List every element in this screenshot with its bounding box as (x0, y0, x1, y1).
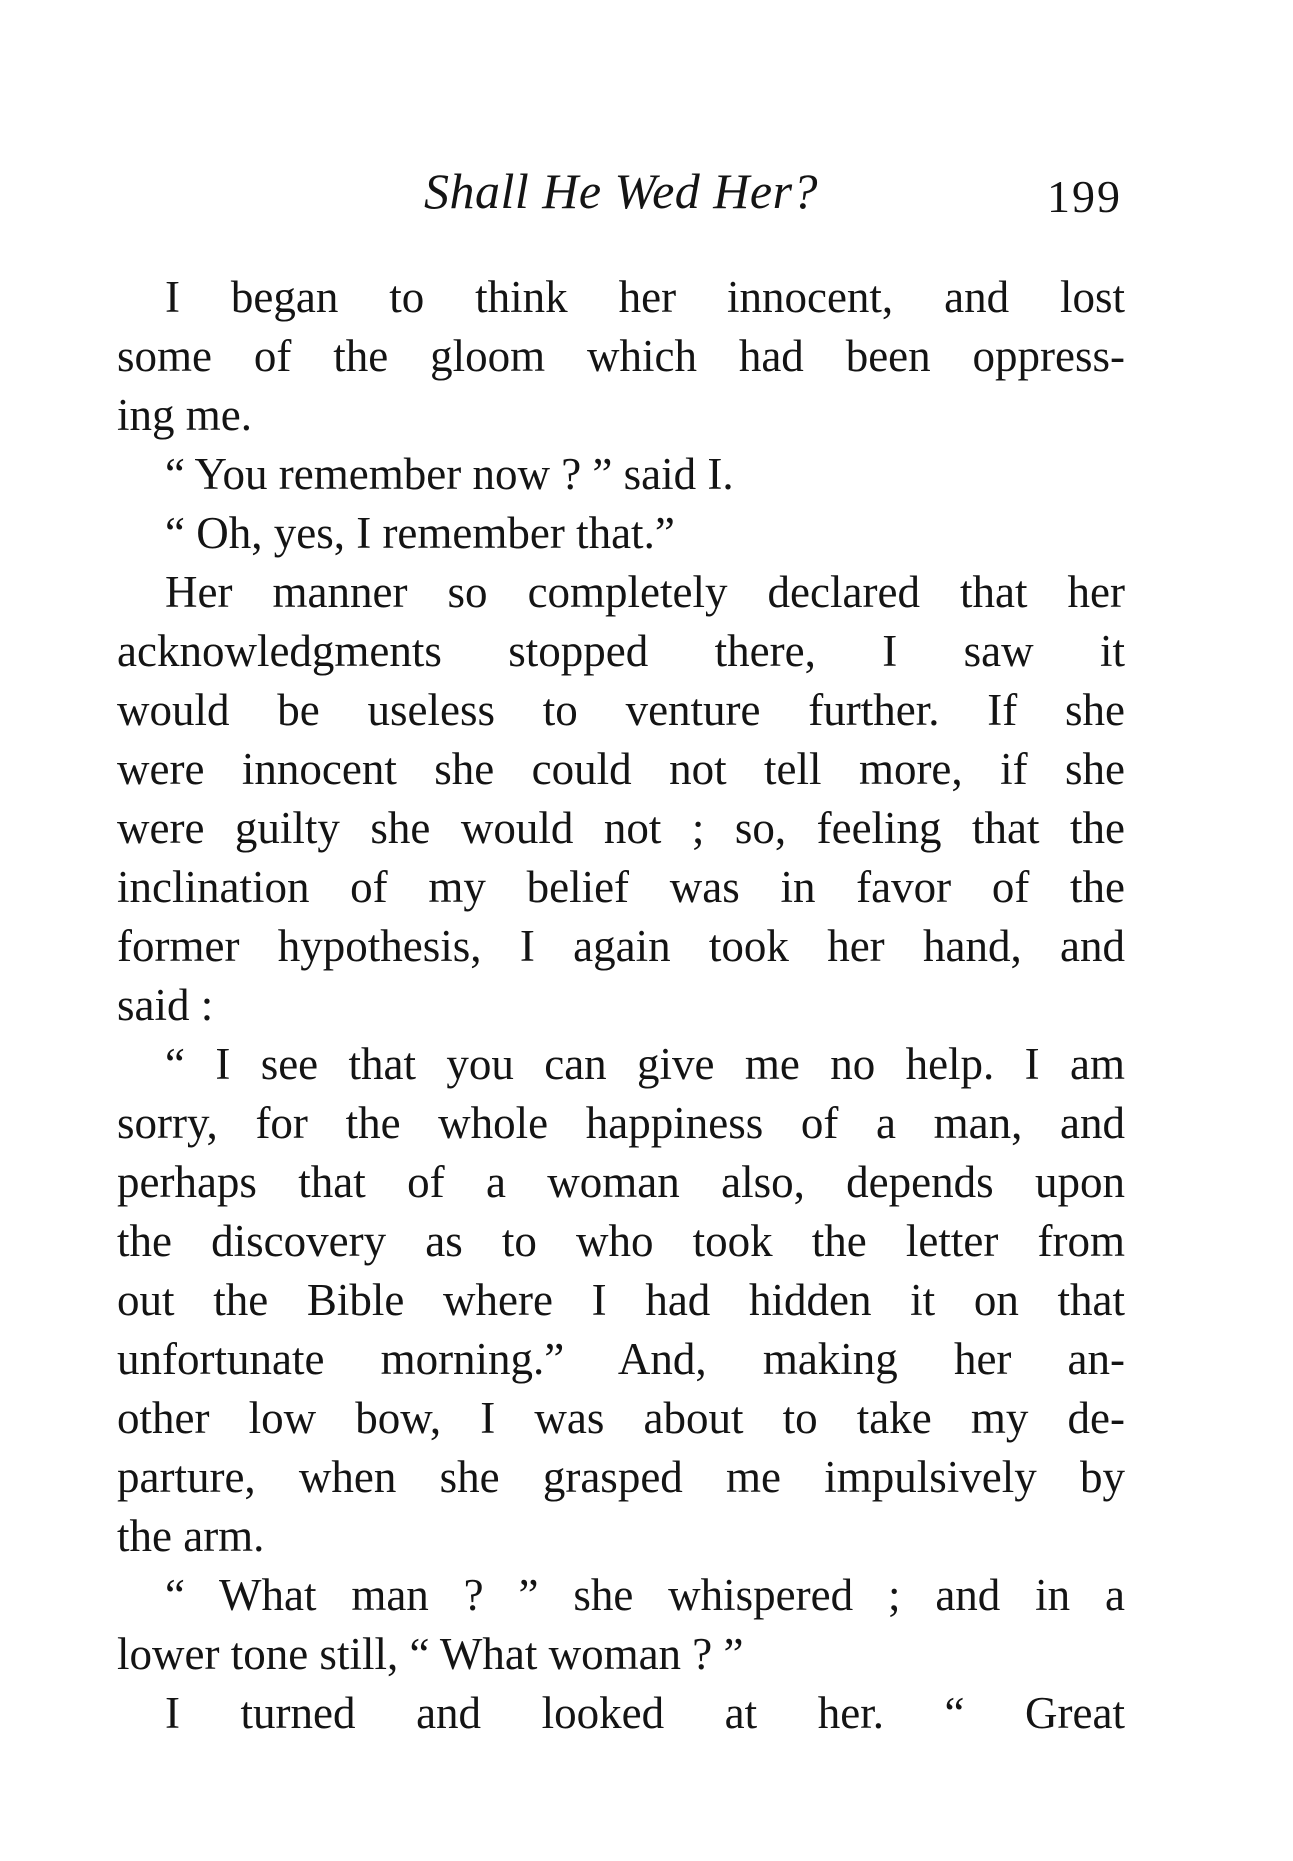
text-line: sorry, for the whole happiness of a man, and (117, 1098, 1125, 1148)
text-line: “ Oh, yes, I remember that.” (165, 508, 675, 558)
text-line: some of the gloom which had been oppress- (117, 331, 1125, 381)
text-line: perhaps that of a woman also, depends upon (117, 1157, 1125, 1207)
text-line: “ You remember now ? ” said I. (165, 449, 734, 499)
text-line: former hypothesis, I again took her hand, and (117, 921, 1125, 971)
body-text (117, 268, 1125, 1743)
text-line: lower tone still, “ What woman ? ” (117, 1629, 744, 1679)
text-line: inclination of my belief was in favor of the (117, 862, 1125, 912)
text-line: Her manner so completely declared that her (165, 567, 1125, 617)
text-line: “ I see that you can give me no help. I am (165, 1039, 1125, 1089)
running-head (117, 162, 1125, 232)
text-line: “ What man ? ” she whispered ; and in a (165, 1570, 1125, 1620)
text-line: unfortunate morning.” And, making her an- (117, 1334, 1125, 1384)
text-line: were guilty she would not ; so, feeling that the (117, 803, 1125, 853)
text-line: would be useless to venture further. If she (117, 685, 1125, 735)
text-line: I turned and looked at her. “ Great (165, 1688, 1125, 1738)
running-title: Shall He Wed Her? (423, 163, 819, 219)
text-line: were innocent she could not tell more, if she (117, 744, 1125, 794)
text-line: the discovery as to who took the letter from (117, 1216, 1125, 1266)
text-line: the arm. (117, 1511, 265, 1561)
text-line: I began to think her innocent, and lost (165, 272, 1125, 322)
text-line: acknowledgments stopped there, I saw it (117, 626, 1125, 676)
page-number: 199 (1047, 171, 1122, 222)
text-line: other low bow, I was about to take my de- (117, 1393, 1125, 1443)
text-line: ing me. (117, 390, 252, 440)
text-line: said : (117, 980, 214, 1030)
text-line: parture, when she grasped me impulsively by (117, 1452, 1125, 1502)
text-line: out the Bible where I had hidden it on that (117, 1275, 1125, 1325)
